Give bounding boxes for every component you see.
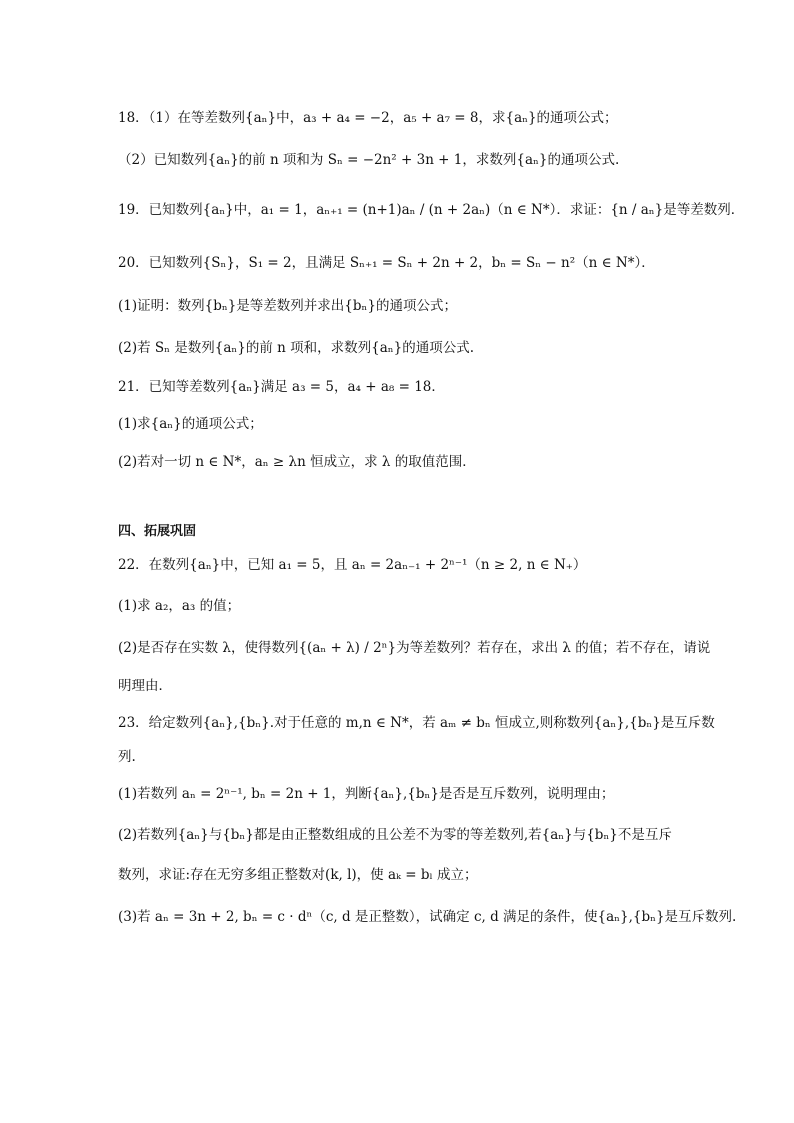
problem-22-part-2-line-2: 明理由． xyxy=(118,678,172,694)
problem-20-part-2: (2)若 Sₙ 是数列{aₙ}的前 n 项和，求数列{aₙ}的通项公式. xyxy=(118,340,474,356)
problem-23-part-3: (3)若 aₙ = 3n + 2, bₙ = c · dⁿ（c, d 是正整数），试确定 c, d 满足的条件，使{aₙ},{bₙ}是互斥数列. xyxy=(118,909,737,925)
problem-21-part-1: (1)求{aₙ}的通项公式； xyxy=(118,416,263,432)
section-heading: 四、拓展巩固 xyxy=(118,524,197,539)
problem-20: 20．已知数列{Sₙ}，S₁ = 2，且满足 Sₙ₊₁ = Sₙ + 2n + 2，bₙ = Sₙ − n²（n ∈ N*）． xyxy=(118,255,655,271)
problem-23-part-1: (1)若数列 aₙ = 2ⁿ⁻¹, bₙ = 2n + 1，判断{aₙ},{bₙ}是否是互斥数列，说明理由； xyxy=(118,786,615,802)
problem-18-part-1: 18．（1）在等差数列{aₙ}中，a₃ + a₄ = −2，a₅ + a₇ = 8，求{aₙ}的通项公式； xyxy=(118,110,618,126)
problem-23-part-2-line-1: (2)若数列{aₙ}与{bₙ}都是由正整数组成的且公差不为零的等差数列,若{aₙ}与{bₙ}不是互斥 xyxy=(118,827,672,843)
problem-18-part-2: （2）已知数列{aₙ}的前 n 项和为 Sₙ = −2n² + 3n + 1，求数列{aₙ}的通项公式. xyxy=(118,152,620,168)
problem-22-part-1: (1)求 a₂，a₃ 的值； xyxy=(118,598,241,614)
problem-23-line-1: 23．给定数列{aₙ},{bₙ}.对于任意的 m,n ∈ N*，若 aₘ ≠ bₙ 恒成立,则称数列{aₙ},{bₙ}是互斥数 xyxy=(118,715,715,731)
problem-21-part-2: (2)若对一切 n ∈ N*，aₙ ≥ λn 恒成立，求 λ 的取值范围． xyxy=(118,454,476,470)
problem-22: 22．在数列{aₙ}中，已知 a₁ = 5，且 aₙ = 2aₙ₋₁ + 2ⁿ⁻¹（n ≥ 2, n ∈ N₊） xyxy=(118,557,587,573)
problem-19: 19．已知数列{aₙ}中，a₁ = 1，aₙ₊₁ = (n+1)aₙ / (n + 2aₙ)（n ∈ N*）．求证：{n / aₙ}是等差数列． xyxy=(118,202,745,218)
problem-23-line-2: 列. xyxy=(118,749,136,765)
problem-20-part-1: (1)证明：数列{bₙ}是等差数列并求出{bₙ}的通项公式； xyxy=(118,298,457,314)
problem-23-part-2-line-2: 数列，求证:存在无穷多组正整数对(k, l)，使 aₖ = bₗ 成立； xyxy=(118,867,478,883)
problem-22-part-2-line-1: (2)是否存在实数 λ，使得数列{(aₙ + λ) / 2ⁿ}为等差数列？若存在，求出 λ 的值；若不存在，请说 xyxy=(118,640,711,656)
problem-21: 21．已知等差数列{aₙ}满足 a₃ = 5，a₄ + a₈ = 18． xyxy=(118,379,445,395)
